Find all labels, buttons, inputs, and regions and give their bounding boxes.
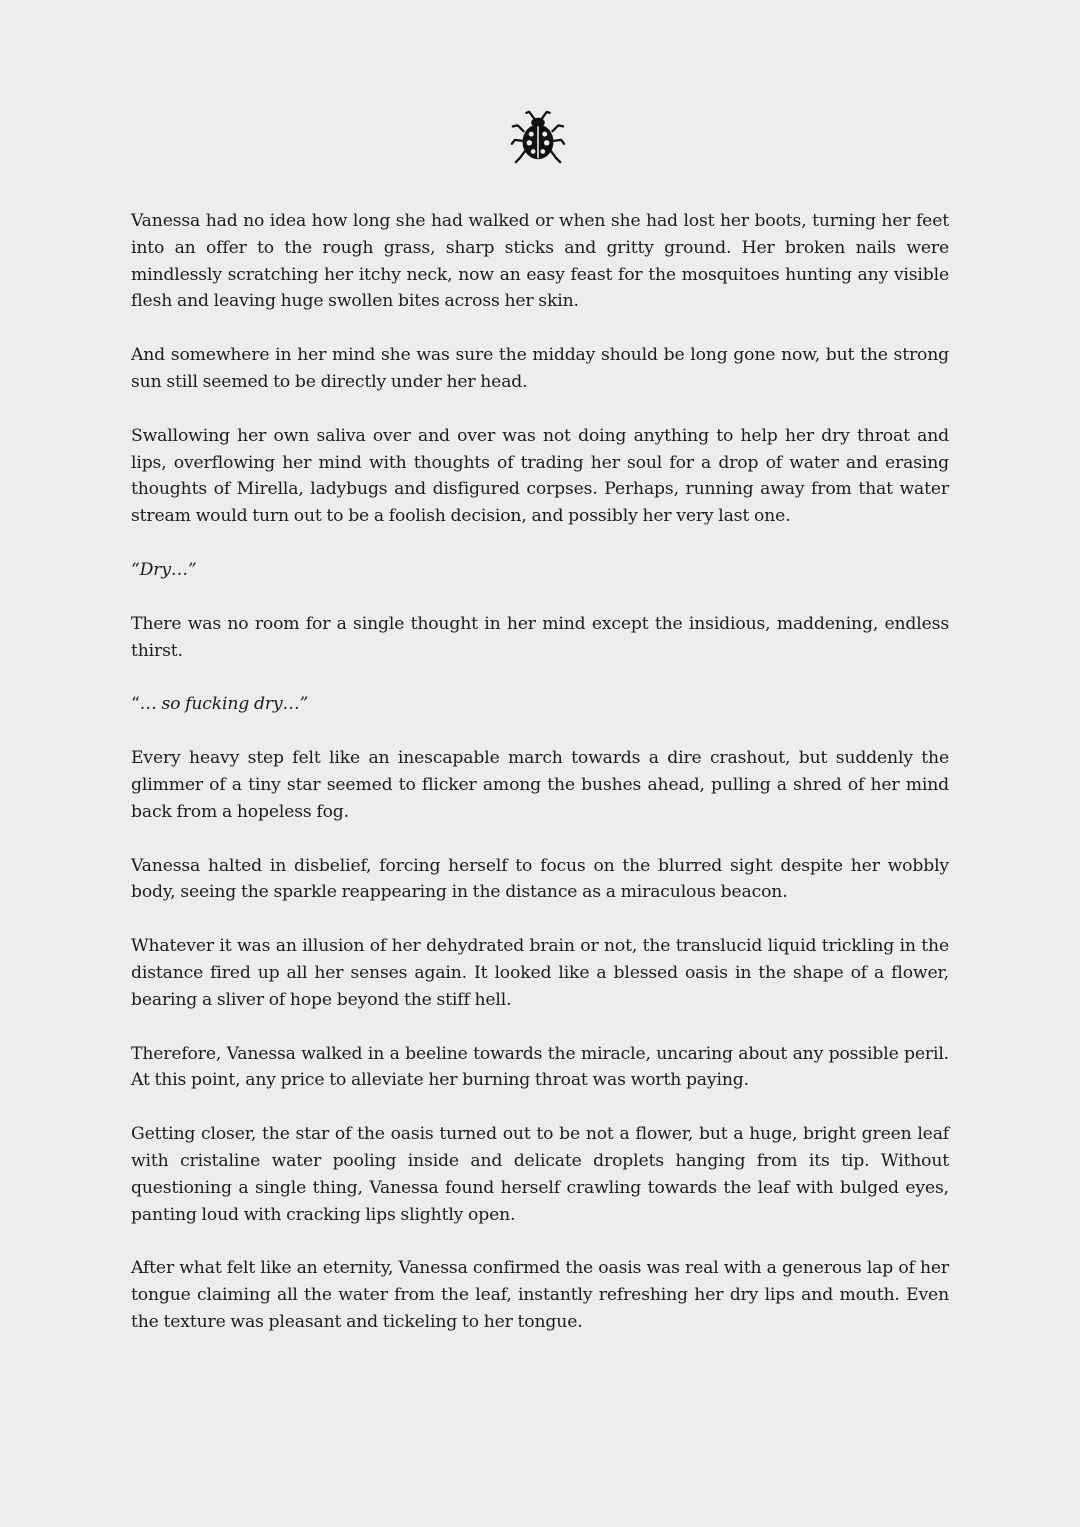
paragraph: After what felt like an eternity, Vanessa confirmed the oasis was real with a generous lap of her tongue claiming all the water from the leaf, instantly refreshing her dry lips and mouth. Even the texture was pleasant and tickeling to her tongue. xyxy=(131,1258,949,1332)
paragraph: Whatever it was an illusion of her dehydrated brain or not, the translucid liquid trickling in the distance fired up all her senses again. It looked like a blessed oasis in the shape of a flower, bearing a sliver of hope beyond the stiff hell. xyxy=(131,936,949,1010)
story-text xyxy=(131,208,949,1363)
paragraph: Every heavy step felt like an inescapable march towards a dire crashout, but suddenly the glimmer of a tiny star seemed to flicker among the bushes ahead, pulling a shred of her mind back from a hopeless fog. xyxy=(131,748,949,822)
dialogue-line: “Dry…” xyxy=(131,559,197,580)
dialogue-open-quote: “ xyxy=(131,694,140,715)
paragraph: Vanessa had no idea how long she had walked or when she had lost her boots, turning her feet into an offer to the rough grass, sharp sticks and gritty ground. Her broken nails were mindlessly scratching her itchy neck, now an easy feast for the mosquitoes hunting any visible flesh and leaving huge swollen bites across her skin. xyxy=(131,211,949,312)
paragraph: Getting closer, the star of the oasis turned out to be not a flower, but a huge, bright green leaf with cristaline water pooling inside and delicate droplets hanging from its tip. Without questioning a single thing, Vanessa found herself crawling towards the leaf with bulged eyes, panting loud with cracking lips slightly open. xyxy=(131,1124,949,1225)
dialogue-line xyxy=(131,691,949,718)
ladybug-icon xyxy=(509,108,567,166)
paragraph: Therefore, Vanessa walked in a beeline towards the miracle, uncaring about any possible peril. At this point, any price to alleviate her burning throat was worth paying. xyxy=(131,1043,949,1091)
dialogue-text: … so fucking dry…” xyxy=(139,694,309,715)
paragraph: There was no room for a single thought in her mind except the insidious, maddening, endless thirst. xyxy=(131,613,949,661)
paragraph: And somewhere in her mind she was sure the midday should be long gone now, but the strong sun still seemed to be directly under her head. xyxy=(131,345,949,392)
paragraph: Swallowing her own saliva over and over was not doing anything to help her dry throat and lips, overflowing her mind with thoughts of trading her soul for a drop of water and erasing thoughts of Mirella, ladybugs and disfigured corpses. Perhaps, running away from that water stream would turn out to be a foolish decision, and possibly her very last one. xyxy=(131,425,949,527)
paragraph: Vanessa halted in disbelief, forcing herself to focus on the blurred sight despite her wobbly body, seeing the sparkle reappearing in the distance as a miraculous beacon. xyxy=(131,855,949,903)
